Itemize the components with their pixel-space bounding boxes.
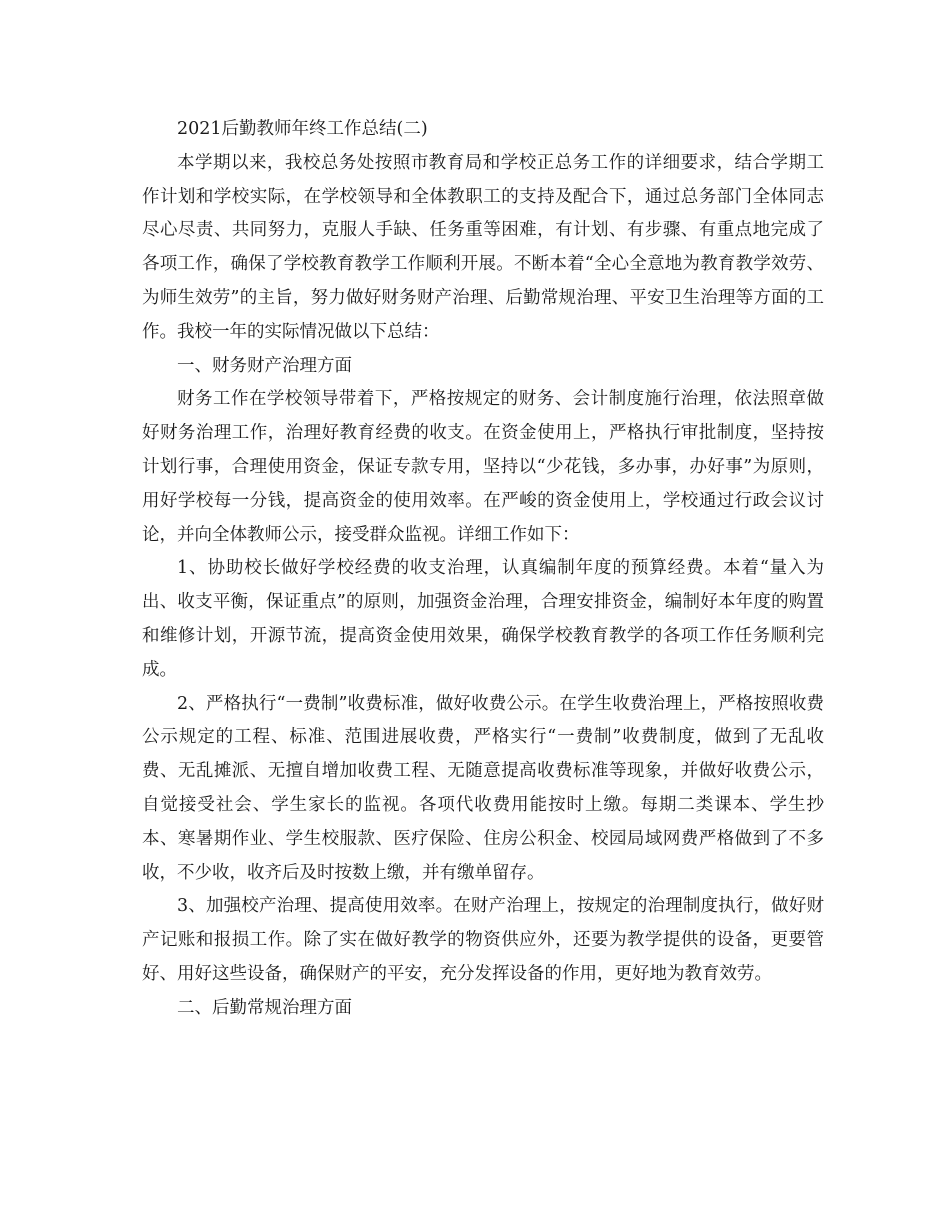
finance-paragraph: 财务工作在学校领导带着下，严格按规定的财务、会计制度施行治理，依法照章做好财务治理工作，治理好教育经费的收支。在资金使用上，严格执行审批制度，坚持按计划行事，合理使用资金，保证专款专用，坚持以“少花钱，多办事，办好事”为原则，用好学校每一分钱，提高资金的使用效率。在严峻的资金使用上，学校通过行政会议讨论，并向全体教师公示，接受群众监视。详细工作如下： (142, 389, 824, 545)
list-item-3: 3、加强校产治理、提高使用效率。在财产治理上，按规定的治理制度执行，做好财产记账和报损工作。除了实在做好教学的物资供应外，还要为教学提供的设备，更要管好、用好这些设备，确保财产的平安，充分发挥设备的作用，更好地为教育效劳。 (142, 896, 824, 984)
document-page (142, 113, 824, 1026)
section-heading-finance: 一、财务财产治理方面 (177, 355, 352, 376)
document-title: 2021后勤教师年终工作总结(二) (177, 119, 428, 139)
intro-paragraph: 本学期以来，我校总务处按照市教育局和学校正总务工作的详细要求，结合学期工作计划和学校实际，在学校领导和全体教职工的支持及配合下，通过总务部门全体同志尽心尽责、共同努力，克服人手缺、任务重等困难，有计划、有步骤、有重点地完成了各项工作，确保了学校教育教学工作顺利开展。不断本着“全心全意地为教育教学效劳、为师生效劳”的主旨，努力做好财务财产治理、后勤常规治理、平安卫生治理等方面的工作。我校一年的实际情况做以下总结： (142, 152, 824, 342)
list-item-2: 2、严格执行“一费制”收费标准，做好收费公示。在学生收费治理上，严格按照收费公示规定的工程、标准、范围进展收费，严格实行“一费制”收费制度，做到了无乱收费、无乱摊派、无擅自增加收费工程、无随意提高收费标准等现象，并做好收费公示，自觉接受社会、学生家长的监视。各项代收费用能按时上缴。每期二类课本、学生抄本、寒暑期作业、学生校服款、医疗保险、住房公积金、校园局域网费严格做到了不多收，不少收，收齐后及时按数上缴，并有缴单留存。 (142, 693, 824, 883)
section-heading-logistics: 二、后勤常规治理方面 (177, 997, 352, 1018)
list-item-1: 1、协助校长做好学校经费的收支治理，认真编制年度的预算经费。本着“量入为出、收支平衡，保证重点”的原则，加强资金治理，合理安排资金，编制好本年度的购置和维修计划，开源节流，提高资金使用效果，确保学校教育教学的各项工作任务顺利完成。 (142, 558, 824, 680)
